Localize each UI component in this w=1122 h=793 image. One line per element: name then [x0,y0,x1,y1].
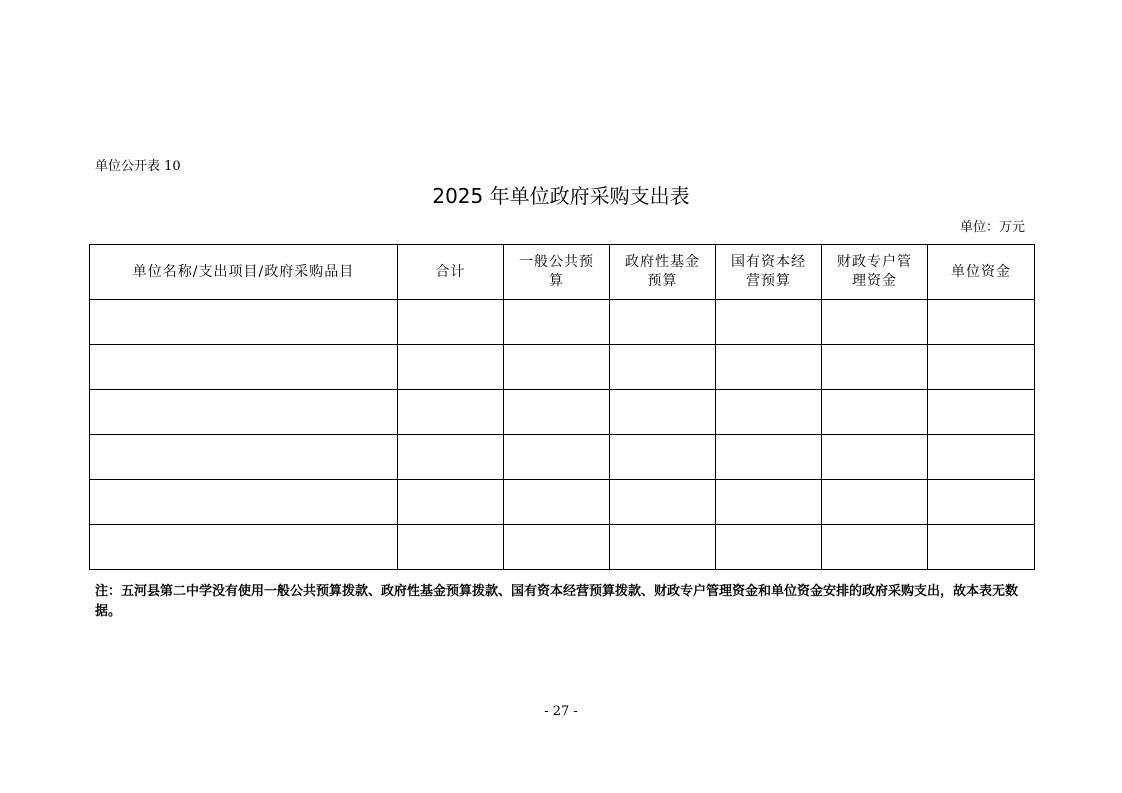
table-note: 注：五河县第二中学没有使用一般公共预算拨款、政府性基金预算拨款、国有资本经营预算拨款、财政专户管理资金和单位资金安排的政府采购支出，故本表无数据。 [95,584,1019,619]
table-row [90,390,1035,435]
table-cell [716,300,822,345]
table-cell [398,390,504,435]
table-cell [716,390,822,435]
table-cell [822,525,928,570]
table-cell [822,390,928,435]
table-cell [928,525,1035,570]
table-cell [716,435,822,480]
table-cell [504,390,610,435]
table-cell [928,435,1035,480]
table-cell [716,345,822,390]
table-cell [398,435,504,480]
page-number: - 27 - [544,704,578,719]
table-cell [928,300,1035,345]
header-unit-funds: 单位资金 [928,245,1035,300]
table-cell [504,345,610,390]
table-cell [716,525,822,570]
form-label: 单位公开表 10 [95,159,181,174]
table-row [90,480,1035,525]
table-cell [90,480,398,525]
header-state-capital-budget: 国有资本经营预算 [716,245,822,300]
header-government-fund-budget: 政府性基金预算 [610,245,716,300]
table-cell [90,435,398,480]
table-cell [928,390,1035,435]
header-unit-name: 单位名称/支出项目/政府采购品目 [90,245,398,300]
table-row [90,345,1035,390]
table-cell [928,480,1035,525]
table-cell [610,435,716,480]
unit-label: 单位：万元 [959,220,1025,235]
header-total: 合计 [398,245,504,300]
table-cell [610,480,716,525]
table-cell [90,300,398,345]
header-fiscal-special-account: 财政专户管理资金 [822,245,928,300]
table-cell [504,300,610,345]
table-cell [398,300,504,345]
table-cell [610,390,716,435]
table-cell [398,345,504,390]
table-cell [822,480,928,525]
table-row [90,300,1035,345]
procurement-expenditure-table [89,244,1035,570]
table-row [90,435,1035,480]
table-cell [822,300,928,345]
page-title: 2025 年单位政府采购支出表 [432,184,690,208]
table-cell [928,345,1035,390]
table-cell [90,390,398,435]
table-cell [398,525,504,570]
table-cell [610,300,716,345]
table-cell [504,525,610,570]
table-header-row [90,245,1035,300]
table-cell [610,525,716,570]
table-cell [504,480,610,525]
table-cell [90,345,398,390]
header-general-public-budget: 一般公共预算 [504,245,610,300]
table-cell [822,345,928,390]
table-cell [610,345,716,390]
table-cell [90,525,398,570]
table-cell [716,480,822,525]
table-cell [504,435,610,480]
table-row [90,525,1035,570]
table-cell [822,435,928,480]
table-cell [398,480,504,525]
